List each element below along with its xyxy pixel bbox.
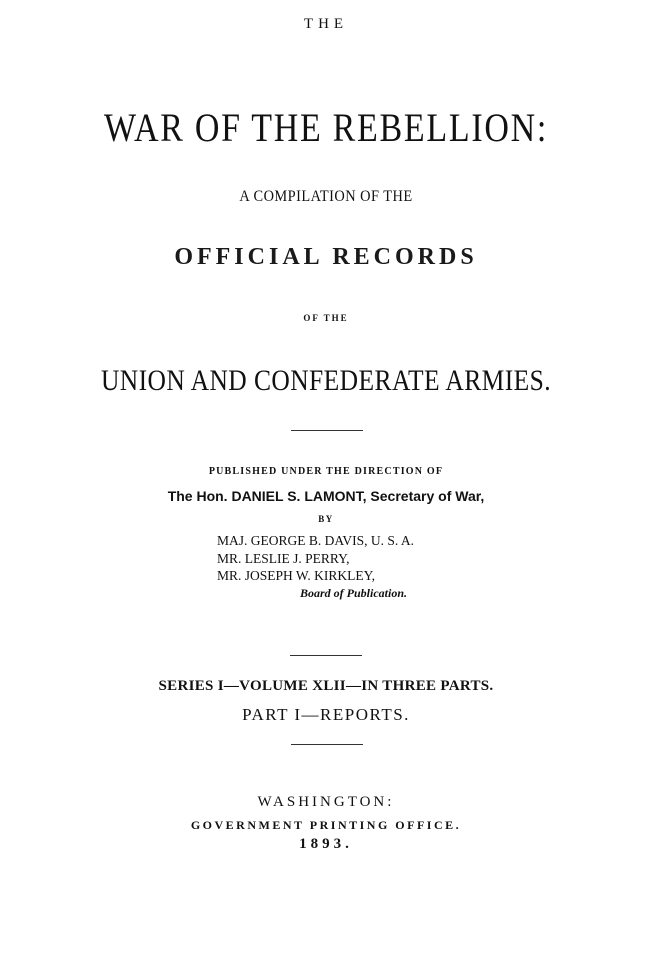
board-member: MR. LESLIE J. PERRY, [217, 550, 350, 566]
board-member: MR. JOSEPH W. KIRKLEY, [217, 568, 376, 583]
publication-year: 1893. [299, 836, 353, 852]
official-records-heading: OFFICIAL RECORDS [174, 244, 478, 270]
board-of-publication: Board of Publication. [300, 586, 408, 600]
series-volume: SERIES I—VOLUME XLII—IN THREE PARTS. [158, 678, 494, 694]
secretary-line: The Hon. DANIEL S. LAMONT, Secretary of War, [167, 488, 485, 504]
divider-rule [291, 744, 363, 745]
by-text: BY [318, 514, 334, 524]
published-under-text: PUBLISHED UNDER THE DIRECTION OF [208, 466, 444, 477]
board-members-list [217, 532, 414, 585]
printer-name: GOVERNMENT PRINTING OFFICE. [190, 818, 462, 832]
armies-heading: UNION AND CONFEDERATE ARMIES. [100, 364, 552, 397]
board-member: MAJ. GEORGE B. DAVIS, U. S. A. [217, 533, 415, 548]
the-heading: THE [303, 16, 349, 32]
divider-rule [291, 430, 363, 431]
divider-rule [290, 655, 362, 656]
of-the-text: OF THE [303, 313, 349, 323]
publication-city: WASHINGTON: [257, 794, 395, 810]
part-heading: PART I—REPORTS. [242, 705, 410, 724]
compilation-subtitle: A COMPILATION OF THE [239, 188, 413, 205]
main-title: WAR OF THE REBELLION: [103, 105, 548, 150]
